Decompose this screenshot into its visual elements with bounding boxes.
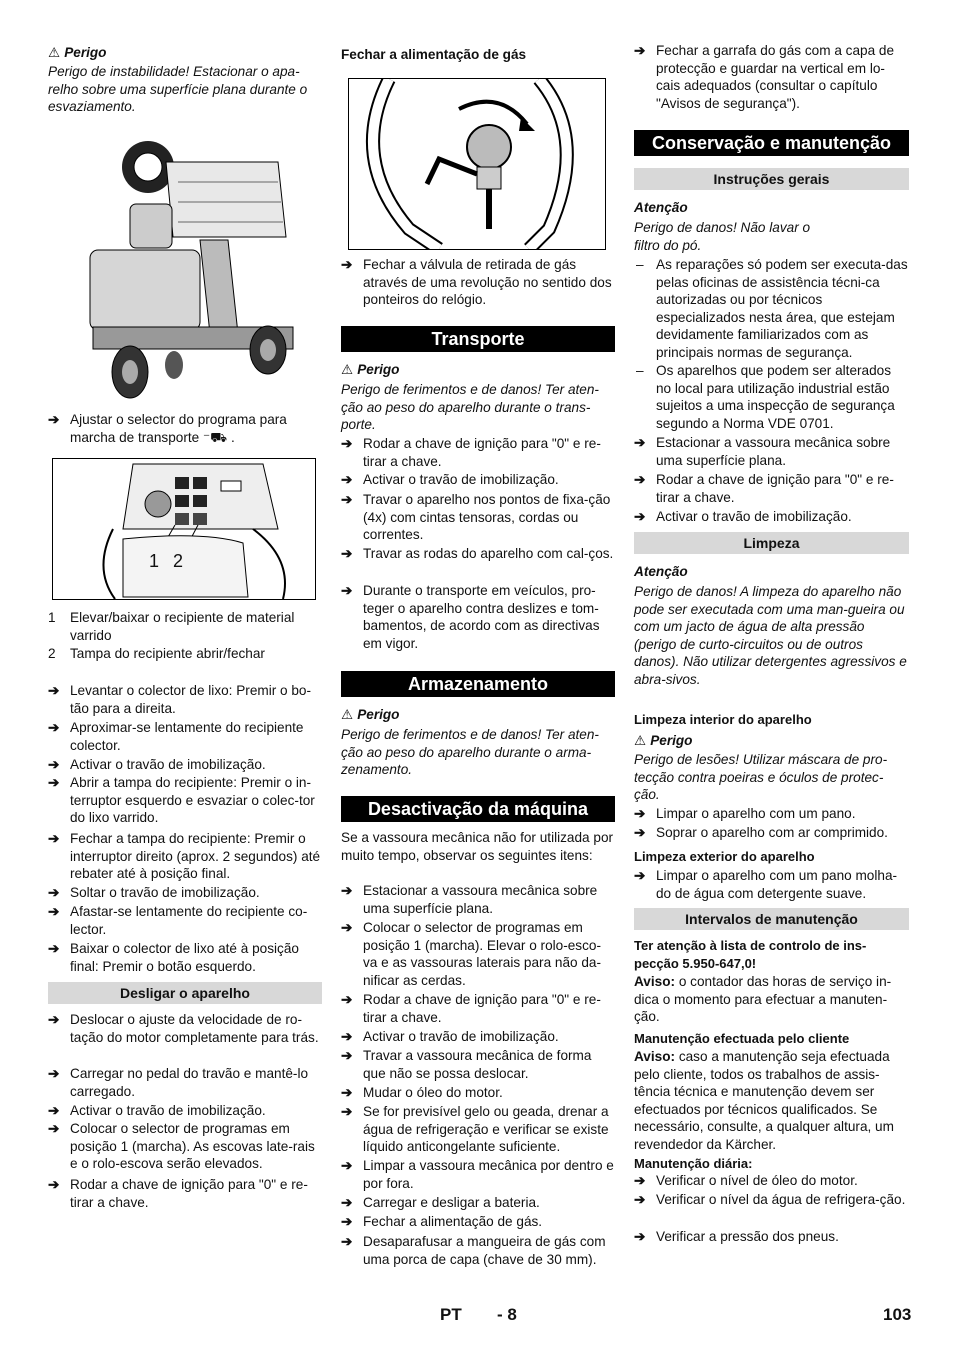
- step-item: ➔ Carregar no pedal do travão e mantê-lo carregado.: [48, 1066, 309, 1099]
- step-item: ➔ Deslocar o ajuste da velocidade de ro-tação do motor completamente para trás.: [48, 1012, 319, 1045]
- arrow-right-icon: ➔: [634, 435, 646, 450]
- step-item: ➔ Travar o aparelho nos pontos de fixa-ção (4x) com cintas tensoras, cordas ou correntes.: [341, 492, 611, 543]
- warning-triangle-icon: ⚠: [48, 45, 61, 60]
- checklist-note: Ter atenção à lista de controlo de ins-pecção 5.950-647,0!: [634, 938, 867, 971]
- step-item: ➔ Verificar o nível da água de refrigera-ção.: [634, 1192, 906, 1207]
- arrow-right-icon: ➔: [48, 412, 60, 427]
- arrow-right-icon: ➔: [634, 472, 646, 487]
- attention-text: Perigo de danos! Não lavar o filtro do pó.: [634, 220, 811, 253]
- legend-item: 2 Tampa do recipiente abrir/fechar: [48, 646, 265, 661]
- arrow-right-icon: ➔: [634, 1192, 646, 1207]
- warning-text: Perigo de lesões! Utilizar máscara de pro-tecção contra poeiras e óculos de protec-ção.: [634, 752, 888, 803]
- heading-desactivacao: Desactivação da máquina: [341, 796, 615, 822]
- dash-item: – As reparações só podem ser executa-das pelas oficinas de assistência técni-ca autorizadas ou por técnicos especializados nesta área, que estejam devidamente familiarizados com as principais normas de segurança.: [636, 257, 908, 360]
- step-item: ➔ Rodar a chave de ignição para "0" e re-tirar a chave.: [634, 472, 894, 505]
- warning-triangle-icon: ⚠: [341, 707, 354, 722]
- step-item: ➔ Activar o travão de imobilização.: [341, 472, 559, 487]
- step-item: ➔ Afastar-se lentamente do recipiente co-lector.: [48, 904, 308, 937]
- control-panel-illustration: [53, 459, 315, 599]
- figure-label-1: 1: [149, 551, 160, 571]
- warning-heading: ⚠ Perigo: [341, 362, 400, 377]
- arrow-right-icon: ➔: [48, 904, 60, 919]
- warning-heading: ⚠ Perigo: [341, 707, 400, 722]
- step-item: ➔ Abrir a tampa do recipiente: Premir o in-terruptor esquerdo e esvaziar o colec-tor do lixo varrido.: [48, 775, 315, 826]
- step-item: ➔ Verificar o nível de óleo do motor.: [634, 1173, 858, 1188]
- warning-triangle-icon: ⚠: [634, 733, 647, 748]
- step-item: ➔ Rodar a chave de ignição para "0" e re-tirar a chave.: [341, 436, 601, 469]
- arrow-right-icon: ➔: [48, 1066, 60, 1081]
- footer-local-page: - 8: [497, 1305, 517, 1324]
- arrow-right-icon: ➔: [48, 1012, 60, 1027]
- machine-illustration: [78, 122, 314, 406]
- arrow-right-icon: ➔: [48, 1177, 60, 1192]
- step-item: ➔ Colocar o selector de programas em posição 1 (marcha). As escovas late-rais e o rolo-escova serão elevados.: [48, 1121, 315, 1172]
- step-item: ➔ Rodar a chave de ignição para "0" e re-tirar a chave.: [48, 1177, 308, 1210]
- step-item: ➔ Baixar o colector de lixo até à posição final: Premir o botão esquerdo.: [48, 941, 299, 974]
- subheading-desligar: Desligar o aparelho: [48, 982, 322, 1004]
- daily-maintenance-title: Manutenção diária:: [634, 1156, 753, 1171]
- warning-text: Perigo de ferimentos e de danos! Ter aten-ção ao peso do aparelho durante o trans-porte.: [341, 382, 599, 433]
- warning-heading: ⚠ Perigo: [48, 45, 107, 60]
- arrow-right-icon: ➔: [48, 831, 60, 846]
- dash-item: – Os aparelhos que podem ser alterados no local para utilização industrial estão sujeitos a uma inspecção de segurança segundo a Norma VDE 0701.: [636, 363, 895, 431]
- arrow-right-icon: ➔: [341, 1195, 353, 1210]
- arrow-right-icon: ➔: [341, 1048, 353, 1063]
- arrow-right-icon: ➔: [341, 1214, 353, 1229]
- step-item: ➔ Soprar o aparelho com ar comprimido.: [634, 825, 888, 840]
- footer-page-number: 103: [883, 1305, 912, 1324]
- step-item: ➔ Verificar a pressão dos pneus.: [634, 1229, 839, 1244]
- subheading-limpeza: Limpeza: [634, 532, 909, 554]
- arrow-right-icon: ➔: [48, 1103, 60, 1118]
- step-item: ➔ Levantar o colector de lixo: Premir o bo-tão para a direita.: [48, 683, 312, 716]
- arrow-right-icon: ➔: [634, 806, 646, 821]
- arrow-right-icon: ➔: [341, 472, 353, 487]
- step-item: ➔ Aproximar-se lentamente do recipiente colector.: [48, 720, 304, 753]
- attention-heading: Atenção: [634, 564, 688, 579]
- arrow-right-icon: ➔: [341, 257, 353, 272]
- arrow-right-icon: ➔: [341, 1104, 353, 1119]
- interior-cleaning-title: Limpeza interior do aparelho: [634, 712, 812, 727]
- warning-text: Perigo de ferimentos e de danos! Ter aten-ção ao peso do aparelho durante o arma-zenamento.: [341, 727, 599, 778]
- service-hours-note: Aviso: o contador das horas de serviço in-dica o momento para efectuar a manuten-ção.: [634, 974, 892, 1025]
- arrow-right-icon: ➔: [341, 583, 353, 598]
- arrow-right-icon: ➔: [341, 1029, 353, 1044]
- step-item: ➔ Fechar a alimentação de gás.: [341, 1214, 543, 1229]
- attention-text: Perigo de danos! A limpeza do aparelho não pode ser executada com uma man-gueira ou com um jacto de água de alta pressão (perigo de curto-circuitos ou de outros danos). Não utilizar detergentes agressivos e abra-sivos.: [634, 584, 907, 687]
- arrow-right-icon: ➔: [341, 492, 353, 507]
- step-item: ➔ Fechar a válvula de retirada de gás através de uma revolução no sentido dos ponteiros do relógio.: [341, 257, 612, 308]
- arrow-right-icon: ➔: [634, 509, 646, 524]
- arrow-right-icon: ➔: [48, 720, 60, 735]
- step-item: ➔ Activar o travão de imobilização.: [48, 1103, 266, 1118]
- footer-language: PT: [440, 1305, 462, 1324]
- figure-label-2: 2: [173, 551, 184, 571]
- control-panel-figure: [52, 458, 316, 600]
- desactivation-intro: Se a vassoura mecânica não for utilizada por muito tempo, observar os seguintes itens:: [341, 830, 614, 863]
- step-item: ➔ Limpar o aparelho com um pano.: [634, 806, 856, 821]
- heading-conservacao: Conservação e manutenção: [634, 130, 909, 156]
- step-item: ➔ Rodar a chave de ignição para "0" e re-tirar a chave.: [341, 992, 601, 1025]
- arrow-right-icon: ➔: [48, 941, 60, 956]
- arrow-right-icon: ➔: [341, 1234, 353, 1249]
- step-item: ➔ Limpar a vassoura mecânica por dentro e por fora.: [341, 1158, 614, 1191]
- arrow-right-icon: ➔: [48, 885, 60, 900]
- arrow-right-icon: ➔: [48, 775, 60, 790]
- arrow-right-icon: ➔: [341, 992, 353, 1007]
- warning-text: Perigo de instabilidade! Estacionar o apa-relho sobre uma superfície plana durante o esvaziamento.: [48, 64, 308, 115]
- step-item: ➔ Soltar o travão de imobilização.: [48, 885, 260, 900]
- arrow-right-icon: ➔: [634, 868, 646, 883]
- legend-item: 1 Elevar/baixar o recipiente de material varrido: [48, 610, 295, 643]
- arrow-right-icon: ➔: [634, 43, 646, 58]
- arrow-right-icon: ➔: [634, 1173, 646, 1188]
- step-item: ➔ Activar o travão de imobilização.: [48, 757, 266, 772]
- subheading-intervalos: Intervalos de manutenção: [634, 908, 909, 930]
- arrow-right-icon: ➔: [48, 683, 60, 698]
- step-item: ➔ Fechar a tampa do recipiente: Premir o interruptor direito (aprox. 2 segundos) até rebater até à posição final.: [48, 831, 321, 882]
- arrow-right-icon: ➔: [634, 1229, 646, 1244]
- step-item: ➔ Limpar o aparelho com um pano molha-do de água com detergente suave.: [634, 868, 898, 901]
- subheading-instrucoes: Instruções gerais: [634, 168, 909, 190]
- exterior-cleaning-title: Limpeza exterior do aparelho: [634, 849, 815, 864]
- transport-mode-icon: ⁻⛟ .: [199, 429, 235, 445]
- step-item: ➔ Colocar o selector de programas em posição 1 (marcha). Elevar o rolo-esco-va e as vassouras laterais para não da-nificar as cerdas.: [341, 920, 602, 988]
- step-item: ➔ Fechar a garrafa do gás com a capa de protecção e guardar na vertical em lo-cais adequados (consultar o capítulo "Avisos de segurança").: [634, 43, 895, 111]
- arrow-right-icon: ➔: [341, 920, 353, 935]
- arrow-right-icon: ➔: [48, 757, 60, 772]
- gas-valve-illustration: [349, 79, 605, 249]
- arrow-right-icon: ➔: [341, 883, 353, 898]
- step-item: ➔ Activar o travão de imobilização.: [634, 509, 852, 524]
- step-item: ➔ Travar as rodas do aparelho com cal-ços.: [341, 546, 614, 561]
- step-transport-selector: ➔ Ajustar o selector do programa para marcha de transporte ⁻⛟ .: [48, 412, 287, 445]
- attention-heading: Atenção: [634, 200, 688, 215]
- arrow-right-icon: ➔: [48, 1121, 60, 1136]
- step-item: ➔ Travar a vassoura mecânica de forma que não se possa deslocar.: [341, 1048, 592, 1081]
- step-item: ➔ Mudar o óleo do motor.: [341, 1085, 503, 1100]
- arrow-right-icon: ➔: [341, 1085, 353, 1100]
- gas-section-title: Fechar a alimentação de gás: [341, 47, 527, 62]
- customer-maintenance-title: Manutenção efectuada pelo cliente: [634, 1031, 850, 1046]
- warning-triangle-icon: ⚠: [341, 362, 354, 377]
- arrow-right-icon: ➔: [634, 825, 646, 840]
- customer-maintenance-note: Aviso: caso a manutenção seja efectuada pelo cliente, todos os trabalhos de assis-tência técnica e manutenção devem ser efectuados por técnicos qualificados. Se necessário, consulte, a qualquer altura, um revendedor da Kärcher.: [634, 1049, 894, 1152]
- heading-transporte: Transporte: [341, 326, 615, 352]
- warning-heading: ⚠ Perigo: [634, 733, 693, 748]
- step-item: ➔ Se for previsível gelo ou geada, drenar a água de refrigeração e verificar se existe líquido anticongelante suficiente.: [341, 1104, 609, 1155]
- arrow-right-icon: ➔: [341, 1158, 353, 1173]
- arrow-right-icon: ➔: [341, 436, 353, 451]
- step-item: ➔ Activar o travão de imobilização.: [341, 1029, 559, 1044]
- step-item: ➔ Estacionar a vassoura mecânica sobre uma superfície plana.: [341, 883, 598, 916]
- arrow-right-icon: ➔: [341, 546, 353, 561]
- step-item: ➔ Carregar e desligar a bateria.: [341, 1195, 540, 1210]
- gas-valve-figure: [348, 78, 606, 250]
- heading-armazenamento: Armazenamento: [341, 671, 615, 697]
- step-item: ➔ Durante o transporte em veículos, pro-teger o aparelho contra deslizes e tom-bamentos, de acordo com as directivas em vigor.: [341, 583, 600, 651]
- step-item: ➔ Estacionar a vassoura mecânica sobre uma superfície plana.: [634, 435, 891, 468]
- step-item: ➔ Desaparafusar a mangueira de gás com uma porca de capa (chave de 30 mm).: [341, 1234, 606, 1267]
